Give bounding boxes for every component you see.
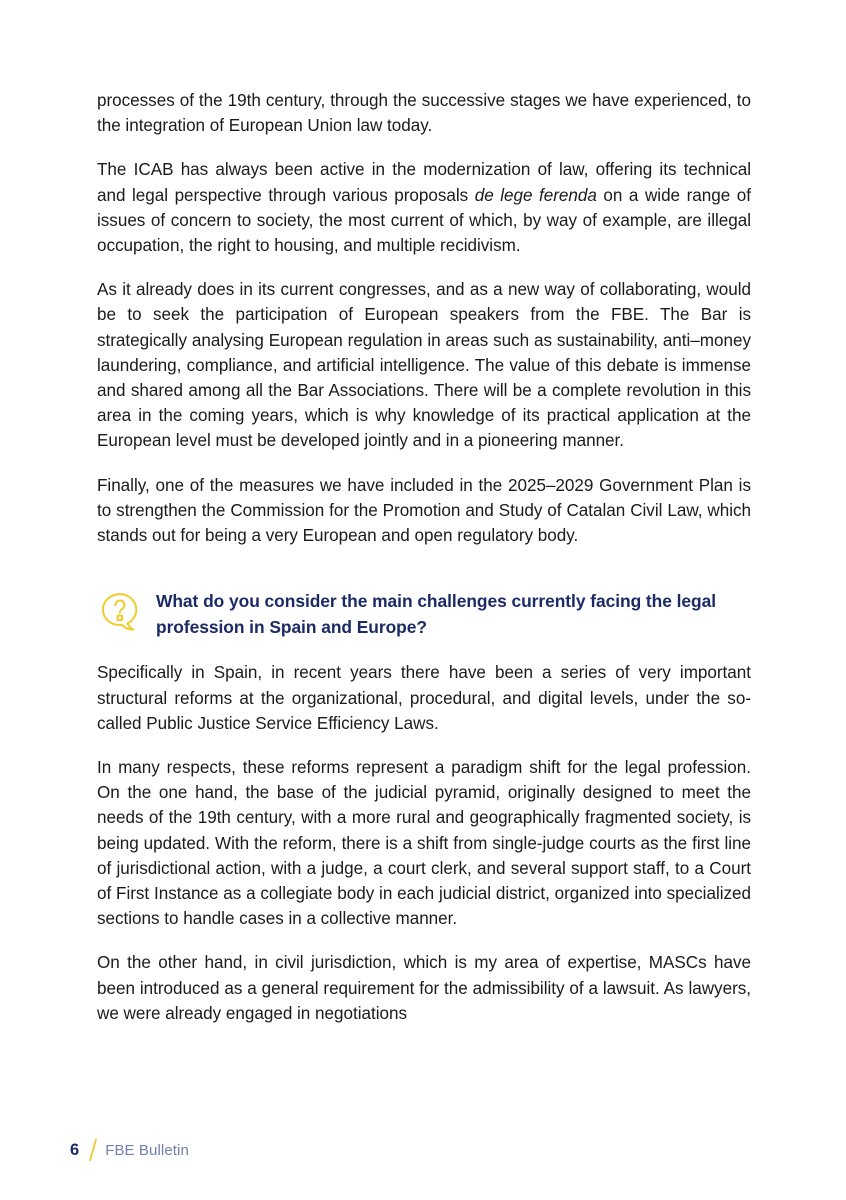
question-speech-bubble-icon <box>101 591 141 633</box>
footer-slash-divider-icon <box>85 1139 101 1161</box>
paragraph-spain-reforms: Specifically in Spain, in recent years there have been a series of very important structural reforms at the organizational, procedural, and digital levels, under the so-called Public Justice Service Efficiency Laws. <box>97 663 751 733</box>
paragraph-civil-jurisdiction: On the other hand, in civil jurisdiction, which is my area of expertise, MASCs have been introduced as a general requirement for the admissibility of a lawsuit. As lawyers, we were already engaged in negotiations <box>97 953 751 1023</box>
paragraph-text-run: The ICAB has always been active in the modernization of law, offering its technical and legal perspective through various proposals <box>97 160 751 205</box>
question-heading-text: What do you consider the main challenges currently facing the legal profession in Spain and Europe? <box>156 591 717 637</box>
paragraph-government-plan: Finally, one of the measures we have included in the 2025–2029 Government Plan is to strengthen the Commission for the Promotion and Study of Catalan Civil Law, which stands out for being a very European and open regulatory body. <box>97 475 751 546</box>
question-heading-block <box>97 589 751 640</box>
page-content-column <box>97 88 751 1026</box>
page-number: 6 <box>70 1140 80 1159</box>
paragraph-paradigm-shift: In many respects, these reforms represent a paradigm shift for the legal profession. On the one hand, the base of the judicial pyramid, originally designed to meet the needs of the 19th century, with a more rural and geographically fragmented society, is being updated. With the reform, there is a shift from single-judge courts as the first line of jurisdictional action, with a judge, a court clerk, and several support staff, to a Court of First Instance as a collegiate body in each judicial district, organized into specialized sections to handle cases in a collective manner. <box>97 758 751 929</box>
paragraph-text-run: on a wide range of issues of concern to society, the most current of which, by way of example, are illegal occupation, the right to housing, and multiple recidivism. <box>97 185 751 256</box>
latin-term-de-lege-ferenda: de lege ferenda <box>474 185 597 205</box>
paragraph-european-speakers: As it already does in its current congresses, and as a new way of collaborating, would be to seek the participation of European speakers from the FBE. The Bar is strategically analysing European regulation in areas such as sustainability, anti–money laundering, compliance, and artificial intelligence. The value of this debate is immense and shared among all the Bar Associations. There will be a complete revolution in this area in the coming years, which is why knowledge of its practical application at the European level must be developed jointly and in a pioneering manner. <box>97 280 751 451</box>
paragraph-icab-modernization <box>97 157 751 258</box>
publication-name: FBE Bulletin <box>105 1141 189 1159</box>
page-footer <box>70 1138 189 1162</box>
paragraph-continuation: processes of the 19th century, through the successive stages we have experienced, to the integration of European Union law today. <box>97 91 751 136</box>
